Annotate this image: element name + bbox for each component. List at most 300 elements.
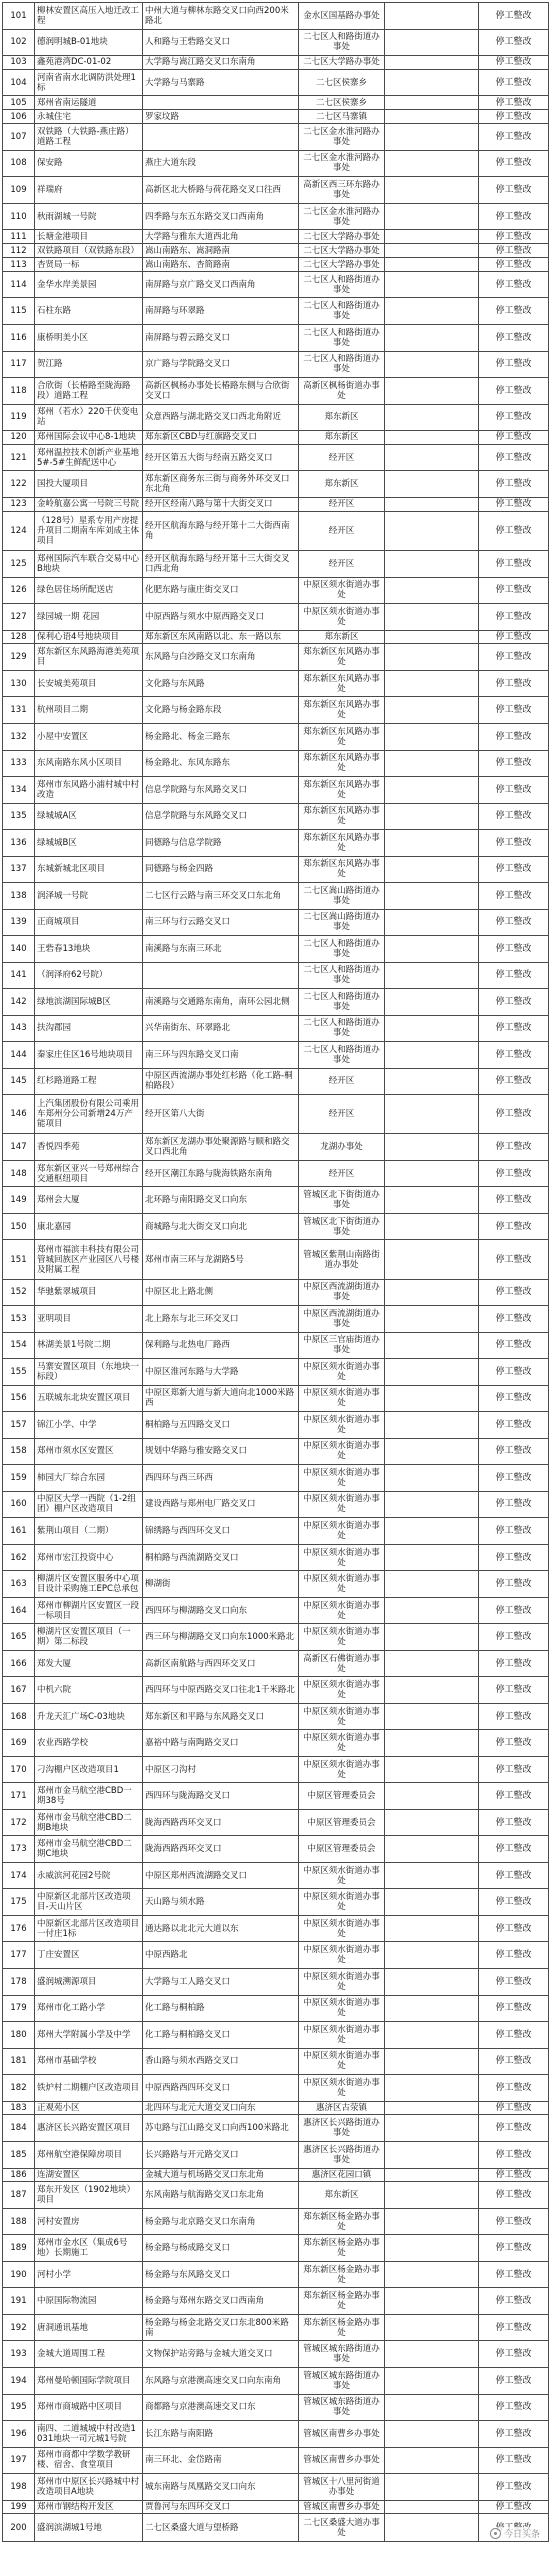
cell-location bbox=[143, 124, 299, 151]
watermark-text: 今日头条 bbox=[503, 2530, 540, 2540]
cell-status: 停工整改 bbox=[479, 777, 549, 804]
table-row bbox=[3, 2447, 549, 2474]
table-row bbox=[3, 1187, 549, 1214]
cell-location: 人和路与王砦路交叉口 bbox=[143, 29, 299, 56]
cell-location: 中原西路与须水中原西路交叉口 bbox=[143, 604, 299, 631]
cell-project-name: 绿园城一期 花园 bbox=[35, 604, 143, 631]
cell-district: 中原区须水街道办事处 bbox=[299, 1571, 385, 1598]
cell-district: 郑东新区杨金路办事处 bbox=[299, 2288, 385, 2315]
table-row bbox=[3, 1862, 549, 1889]
cell-location: 中原区郑新大道与新大道向北1000米路西 bbox=[143, 1385, 299, 1412]
cell-district: 二七区侯寨乡 bbox=[299, 96, 385, 110]
cell-street-office bbox=[385, 203, 479, 230]
cell-district: 惠济区长兴路街道办事处 bbox=[299, 2115, 385, 2142]
cell-street-office bbox=[385, 962, 479, 989]
cell-district: 中原区须水街道办事处 bbox=[299, 1730, 385, 1757]
cell-status: 停工整改 bbox=[479, 2141, 549, 2168]
cell-location: 贾鲁河与东四环交叉口 bbox=[143, 2500, 299, 2514]
cell-project-name: 扶沟郡园 bbox=[35, 1015, 143, 1042]
cell-no: 192 bbox=[3, 2314, 35, 2341]
cell-project-name: 郑州市金马航空港CBD一期38号 bbox=[35, 1783, 143, 1810]
cell-street-office bbox=[385, 1279, 479, 1306]
cell-project-name: 郑州市中原区长兴路城中村改造项目A地块 bbox=[35, 2474, 143, 2501]
cell-district: 中原区须水街道办事处 bbox=[299, 1677, 385, 1704]
cell-status: 停工整改 bbox=[479, 1862, 549, 1889]
cell-district: 中原区须水街道办事处 bbox=[299, 604, 385, 631]
cell-district: 二七区人和路街道办事处 bbox=[299, 324, 385, 351]
cell-location: 杨金路与东风路交叉口 bbox=[143, 2261, 299, 2288]
cell-status: 停工整改 bbox=[479, 856, 549, 883]
cell-no: 186 bbox=[3, 2168, 35, 2182]
cell-status: 停工整改 bbox=[479, 3, 549, 30]
cell-location: 大学路与马寨路 bbox=[143, 69, 299, 96]
table-row bbox=[3, 1969, 549, 1996]
cell-status: 停工整改 bbox=[479, 1359, 549, 1386]
cell-project-name: 贺江路 bbox=[35, 351, 143, 378]
cell-location: 郑东新区东风南路以北、东一路以东 bbox=[143, 630, 299, 644]
cell-project-name: 柳湖片区安置区服务中心项目设计采购施工EPC总承包 bbox=[35, 1571, 143, 1598]
cell-street-office bbox=[385, 1677, 479, 1704]
cell-district: 中原区管理委员会 bbox=[299, 1809, 385, 1836]
cell-no: 156 bbox=[3, 1385, 35, 1412]
cell-district: 郑东新区东风路办事处 bbox=[299, 777, 385, 804]
cell-project-name: 郑州大学附属小学及中学 bbox=[35, 2022, 143, 2049]
cell-street-office bbox=[385, 2141, 479, 2168]
cell-project-name: 秋雨湖城一号院 bbox=[35, 203, 143, 230]
cell-no: 196 bbox=[3, 2421, 35, 2448]
table-row bbox=[3, 351, 549, 378]
cell-street-office bbox=[385, 1438, 479, 1465]
cell-street-office bbox=[385, 2168, 479, 2182]
cell-location: 嵩山南路东、嵩洞路南 bbox=[143, 244, 299, 258]
cell-district: 经开区 bbox=[299, 551, 385, 578]
cell-no: 116 bbox=[3, 324, 35, 351]
cell-street-office bbox=[385, 69, 479, 96]
cell-project-name: 郑州航空港保障房项目 bbox=[35, 2141, 143, 2168]
cell-district: 郑东新区 bbox=[299, 431, 385, 445]
cell-street-office bbox=[385, 1730, 479, 1757]
table-row bbox=[3, 1518, 549, 1545]
cell-no: 195 bbox=[3, 2394, 35, 2421]
cell-no: 147 bbox=[3, 1134, 35, 1161]
table-row bbox=[3, 1491, 549, 1518]
cell-status: 停工整改 bbox=[479, 1042, 549, 1069]
cell-no: 200 bbox=[3, 2514, 35, 2542]
cell-location: 长江东路与南阳路 bbox=[143, 2421, 299, 2448]
cell-street-office bbox=[385, 56, 479, 70]
cell-status: 停工整改 bbox=[479, 1134, 549, 1161]
cell-location: 南三环与行云路交叉口 bbox=[143, 909, 299, 936]
cell-no: 193 bbox=[3, 2341, 35, 2368]
cell-street-office bbox=[385, 351, 479, 378]
cell-location: 嘉裕中路与南陶路交叉口 bbox=[143, 1730, 299, 1757]
cell-no: 160 bbox=[3, 1491, 35, 1518]
cell-location: 中原区西流湖办事处红杉路（化工路-桐柏路段） bbox=[143, 1068, 299, 1095]
table-row bbox=[3, 2314, 549, 2341]
cell-street-office bbox=[385, 2208, 479, 2235]
cell-no: 145 bbox=[3, 1068, 35, 1095]
cell-district: 管城区城东路街道办事处 bbox=[299, 2368, 385, 2395]
cell-district: 二七区侯寨乡 bbox=[299, 69, 385, 96]
table-row bbox=[3, 2421, 549, 2448]
cell-location: 京广路与学院路交叉口 bbox=[143, 351, 299, 378]
cell-district: 中原区须水街道办事处 bbox=[299, 1544, 385, 1571]
cell-district: 经开区 bbox=[299, 511, 385, 550]
cell-project-name: 祥瑞府 bbox=[35, 177, 143, 204]
cell-no: 178 bbox=[3, 1969, 35, 1996]
cell-project-name: 康桥明美小区 bbox=[35, 324, 143, 351]
cell-street-office bbox=[385, 2341, 479, 2368]
cell-location: 桐柏路与五四路交叉口 bbox=[143, 1412, 299, 1439]
cell-status: 停工整改 bbox=[479, 124, 549, 151]
cell-project-name: 秦家庄住区16号地块项目 bbox=[35, 1042, 143, 1069]
table-row bbox=[3, 3, 549, 30]
cell-status: 停工整改 bbox=[479, 2048, 549, 2075]
watermark bbox=[488, 2527, 542, 2540]
cell-street-office bbox=[385, 1306, 479, 1333]
cell-location: 化肥东路与康庄街交叉口 bbox=[143, 577, 299, 604]
table-row bbox=[3, 1703, 549, 1730]
cell-street-office bbox=[385, 1187, 479, 1214]
cell-no: 126 bbox=[3, 577, 35, 604]
table-row bbox=[3, 203, 549, 230]
cell-project-name: （128号）星系专用产房提升项目二期南车库刘成主体项目 bbox=[35, 511, 143, 550]
cell-street-office bbox=[385, 2182, 479, 2209]
cell-status: 停工整改 bbox=[479, 1969, 549, 1996]
cell-no: 144 bbox=[3, 1042, 35, 1069]
table-row bbox=[3, 378, 549, 405]
cell-location: 信息学院路与东风路交叉口 bbox=[143, 803, 299, 830]
cell-status: 停工整改 bbox=[479, 1068, 549, 1095]
cell-no: 113 bbox=[3, 258, 35, 272]
cell-no: 159 bbox=[3, 1465, 35, 1492]
cell-project-name: 绿城城B区 bbox=[35, 830, 143, 857]
cell-status: 停工整改 bbox=[479, 1730, 549, 1757]
cell-status: 停工整改 bbox=[479, 1015, 549, 1042]
cell-location: 经开区航海东路与经开第十三大街交叉口西北角 bbox=[143, 551, 299, 578]
cell-status: 停工整改 bbox=[479, 830, 549, 857]
cell-street-office bbox=[385, 883, 479, 910]
cell-project-name: 升龙天汇广场C-03地块 bbox=[35, 1703, 143, 1730]
table-row bbox=[3, 750, 549, 777]
cell-project-name: （润泽府62号院） bbox=[35, 962, 143, 989]
cell-location: 南屏路与环翠路 bbox=[143, 298, 299, 325]
cell-no: 132 bbox=[3, 724, 35, 751]
cell-location: 杨金路北、杨金三路东 bbox=[143, 724, 299, 751]
cell-no: 194 bbox=[3, 2368, 35, 2395]
cell-project-name: 郑州市商城路中区项目 bbox=[35, 2394, 143, 2421]
cell-status: 停工整改 bbox=[479, 431, 549, 445]
cell-no: 123 bbox=[3, 497, 35, 511]
cell-project-name: 铁炉村二期棚户区改造项目 bbox=[35, 2075, 143, 2102]
cell-location: 大学路与工人路交叉口 bbox=[143, 1969, 299, 1996]
cell-district: 中原区须水街道办事处 bbox=[299, 1359, 385, 1386]
cell-location: 罗家坟路 bbox=[143, 110, 299, 124]
cell-no: 106 bbox=[3, 110, 35, 124]
cell-no: 148 bbox=[3, 1160, 35, 1187]
cell-street-office bbox=[385, 1915, 479, 1942]
cell-status: 停工整改 bbox=[479, 1624, 549, 1651]
cell-project-name: 郑州市金水区（集成6号地）长期施工 bbox=[35, 2235, 143, 2262]
cell-status: 停工整改 bbox=[479, 2101, 549, 2115]
cell-location: 陇海西路西环交叉口 bbox=[143, 1809, 299, 1836]
cell-street-office bbox=[385, 856, 479, 883]
cell-street-office bbox=[385, 1969, 479, 1996]
table-row bbox=[3, 1306, 549, 1333]
cell-location: 四季路与东五东路交叉口西南角 bbox=[143, 203, 299, 230]
cell-street-office bbox=[385, 777, 479, 804]
cell-project-name: 紫荆山项目（二期） bbox=[35, 1518, 143, 1545]
cell-project-name: 绿城城A区 bbox=[35, 803, 143, 830]
cell-project-name: 郑州市钢结构开发区 bbox=[35, 2500, 143, 2514]
cell-status: 停工整改 bbox=[479, 989, 549, 1016]
cell-project-name: 永威滨河花园2号院 bbox=[35, 1862, 143, 1889]
cell-street-office bbox=[385, 150, 479, 177]
cell-street-office bbox=[385, 1597, 479, 1624]
cell-district: 二七区人和路街道办事处 bbox=[299, 936, 385, 963]
table-row bbox=[3, 2368, 549, 2395]
cell-district: 二七区大学路办事处 bbox=[299, 56, 385, 70]
cell-status: 停工整改 bbox=[479, 2314, 549, 2341]
cell-district: 管城区北下街街道办事处 bbox=[299, 1213, 385, 1240]
cell-street-office bbox=[385, 96, 479, 110]
cell-status: 停工整改 bbox=[479, 1491, 549, 1518]
cell-location: 陇海西路西环交叉口 bbox=[143, 1836, 299, 1863]
cell-district: 中原区西流湖街道办事处 bbox=[299, 1306, 385, 1333]
cell-project-name: 郑州省南运隧道 bbox=[35, 96, 143, 110]
cell-district: 郑东新区杨金路办事处 bbox=[299, 2261, 385, 2288]
table-row bbox=[3, 2075, 549, 2102]
cell-no: 164 bbox=[3, 1597, 35, 1624]
cell-district: 中原区须水街道办事处 bbox=[299, 1438, 385, 1465]
cell-project-name: 郑州国际会议中心8-1地块 bbox=[35, 431, 143, 445]
cell-street-office bbox=[385, 511, 479, 550]
cell-status: 停工整改 bbox=[479, 2447, 549, 2474]
cell-district: 郑东新区东风路办事处 bbox=[299, 644, 385, 671]
table-row bbox=[3, 1677, 549, 1704]
cell-project-name: 惠济区长兴路安置区项目 bbox=[35, 2115, 143, 2142]
table-row bbox=[3, 1915, 549, 1942]
cell-no: 118 bbox=[3, 378, 35, 405]
table-row bbox=[3, 1942, 549, 1969]
cell-street-office bbox=[385, 1465, 479, 1492]
cell-project-name: 郑州市柳湖片区安置区一段一标项目 bbox=[35, 1597, 143, 1624]
table-row bbox=[3, 1571, 549, 1598]
cell-status: 停工整改 bbox=[479, 2288, 549, 2315]
cell-district: 中原区须水街道办事处 bbox=[299, 1889, 385, 1916]
cell-project-name: 连湖安置区 bbox=[35, 2168, 143, 2182]
cell-location: 大学路与嵩江路交叉口东南角 bbox=[143, 56, 299, 70]
cell-project-name: 德润明城B-01地块 bbox=[35, 29, 143, 56]
cell-status: 停工整改 bbox=[479, 1995, 549, 2022]
cell-location: 西四环与西三环西 bbox=[143, 1465, 299, 1492]
cell-no: 108 bbox=[3, 150, 35, 177]
cell-project-name: 润泽城一号院 bbox=[35, 883, 143, 910]
cell-no: 177 bbox=[3, 1942, 35, 1969]
cell-location bbox=[143, 96, 299, 110]
cell-district: 中原区须水街道办事处 bbox=[299, 1385, 385, 1412]
cell-district: 二七区人和路街道办事处 bbox=[299, 1015, 385, 1042]
cell-status: 停工整改 bbox=[479, 1438, 549, 1465]
cell-district: 中原区须水街道办事处 bbox=[299, 1756, 385, 1783]
cell-project-name: 马寨安置区项目（东地块一标段） bbox=[35, 1359, 143, 1386]
cell-location: 锦绣路与西四环交叉口 bbox=[143, 1518, 299, 1545]
cell-status: 停工整改 bbox=[479, 1650, 549, 1677]
cell-no: 180 bbox=[3, 2022, 35, 2049]
cell-location: 兴华南街东、环翠路北 bbox=[143, 1015, 299, 1042]
cell-location: 西四环与陇海路交叉口 bbox=[143, 1783, 299, 1810]
cell-project-name: 长塘金港项目 bbox=[35, 230, 143, 244]
cell-district: 郑东新区杨金路办事处 bbox=[299, 2208, 385, 2235]
cell-project-name: 郑州市商都中学数学教研楼、宿舍、食堂项目 bbox=[35, 2447, 143, 2474]
cell-status: 停工整改 bbox=[479, 644, 549, 671]
cell-district: 郑东新区 bbox=[299, 2182, 385, 2209]
cell-district: 二七区人和路街道办事处 bbox=[299, 298, 385, 325]
cell-project-name: 杏贤局一标 bbox=[35, 258, 143, 272]
cell-district: 经开区 bbox=[299, 1068, 385, 1095]
table-row bbox=[3, 670, 549, 697]
cell-status: 停工整改 bbox=[479, 378, 549, 405]
cell-district: 管城区城东路街道办事处 bbox=[299, 2394, 385, 2421]
table-row bbox=[3, 830, 549, 857]
cell-location: 天山路与须水路 bbox=[143, 1889, 299, 1916]
cell-no: 115 bbox=[3, 298, 35, 325]
cell-project-name: 小屋中安置区 bbox=[35, 724, 143, 751]
cell-status: 停工整改 bbox=[479, 1332, 549, 1359]
cell-street-office bbox=[385, 1412, 479, 1439]
cell-location: 嵩山南路东、杏简路南 bbox=[143, 258, 299, 272]
cell-district: 二七区金水淮河路办事处 bbox=[299, 203, 385, 230]
cell-project-name: 华驰紫翠城项目 bbox=[35, 1279, 143, 1306]
cell-street-office bbox=[385, 750, 479, 777]
cell-street-office bbox=[385, 1491, 479, 1518]
cell-no: 168 bbox=[3, 1703, 35, 1730]
cell-no: 153 bbox=[3, 1306, 35, 1333]
cell-status: 停工整改 bbox=[479, 511, 549, 550]
cell-status: 停工整改 bbox=[479, 271, 549, 298]
cell-district: 郑东新区东风路办事处 bbox=[299, 724, 385, 751]
cell-project-name: 河村小学 bbox=[35, 2261, 143, 2288]
table-row bbox=[3, 883, 549, 910]
cell-district: 中原区须水街道办事处 bbox=[299, 1969, 385, 1996]
table-row bbox=[3, 96, 549, 110]
table-row bbox=[3, 803, 549, 830]
cell-no: 155 bbox=[3, 1359, 35, 1386]
table-row bbox=[3, 909, 549, 936]
cell-street-office bbox=[385, 3, 479, 30]
cell-project-name: 正观苑小区 bbox=[35, 2101, 143, 2115]
cell-status: 停工整改 bbox=[479, 96, 549, 110]
cell-street-office bbox=[385, 670, 479, 697]
cell-location: 杨金路与杨金北路交叉口东北800米路南 bbox=[143, 2314, 299, 2341]
cell-district: 二七区人和路街道办事处 bbox=[299, 29, 385, 56]
cell-no: 157 bbox=[3, 1412, 35, 1439]
cell-no: 197 bbox=[3, 2447, 35, 2474]
cell-no: 189 bbox=[3, 2235, 35, 2262]
cell-street-office bbox=[385, 2514, 479, 2542]
cell-project-name: 王砦春13地块 bbox=[35, 936, 143, 963]
cell-project-name: 盛润城溯源项目 bbox=[35, 1969, 143, 1996]
cell-status: 停工整改 bbox=[479, 2341, 549, 2368]
cell-project-name: 康北嘉园 bbox=[35, 1213, 143, 1240]
cell-project-name: 刁沟棚户区改造项目1 bbox=[35, 1756, 143, 1783]
cell-project-name: 东城新城北区项目 bbox=[35, 856, 143, 883]
table-row bbox=[3, 1042, 549, 1069]
table-row bbox=[3, 1809, 549, 1836]
table-row bbox=[3, 56, 549, 70]
cell-street-office bbox=[385, 909, 479, 936]
cell-status: 停工整改 bbox=[479, 69, 549, 96]
cell-project-name: 金华水岸美景园 bbox=[35, 271, 143, 298]
cell-location: 中原区刁沟村 bbox=[143, 1756, 299, 1783]
cell-district: 经开区 bbox=[299, 497, 385, 511]
table-row bbox=[3, 1836, 549, 1863]
table-row bbox=[3, 271, 549, 298]
cell-no: 181 bbox=[3, 2048, 35, 2075]
table-row bbox=[3, 1160, 549, 1187]
cell-street-office bbox=[385, 1703, 479, 1730]
cell-street-office bbox=[385, 1995, 479, 2022]
cell-no: 101 bbox=[3, 3, 35, 30]
cell-no: 140 bbox=[3, 936, 35, 963]
cell-location: 东风南路与航海路交叉口东北角 bbox=[143, 2182, 299, 2209]
table-row bbox=[3, 110, 549, 124]
cell-no: 166 bbox=[3, 1650, 35, 1677]
cell-project-name: 保安路 bbox=[35, 150, 143, 177]
cell-location: 经开区第五大街与经南五路交叉口 bbox=[143, 444, 299, 471]
cell-district: 金水区国基路办事处 bbox=[299, 3, 385, 30]
table-row bbox=[3, 431, 549, 445]
cell-location: 中原西路西四环交叉口 bbox=[143, 2075, 299, 2102]
cell-location: 化工路与桐柏路交叉口 bbox=[143, 2022, 299, 2049]
cell-location: 高新区南航路与西四环交叉口 bbox=[143, 1650, 299, 1677]
cell-no: 120 bbox=[3, 431, 35, 445]
cell-district: 郑东新区东风路办事处 bbox=[299, 750, 385, 777]
cell-street-office bbox=[385, 989, 479, 1016]
cell-district: 管城区紫荆山南路街道办事处 bbox=[299, 1240, 385, 1279]
cell-district: 惠济区花园口镇 bbox=[299, 2168, 385, 2182]
cell-location: 金城大道与机场路交叉口东北角 bbox=[143, 2168, 299, 2182]
cell-status: 停工整改 bbox=[479, 1385, 549, 1412]
cell-street-office bbox=[385, 2394, 479, 2421]
cell-no: 137 bbox=[3, 856, 35, 883]
cell-no: 133 bbox=[3, 750, 35, 777]
cell-district: 郑东新区东风路办事处 bbox=[299, 856, 385, 883]
table-row bbox=[3, 1359, 549, 1386]
cell-status: 停工整改 bbox=[479, 1412, 549, 1439]
table-row bbox=[3, 2235, 549, 2262]
table-row bbox=[3, 2022, 549, 2049]
cell-street-office bbox=[385, 2115, 479, 2142]
cell-street-office bbox=[385, 830, 479, 857]
cell-status: 停工整改 bbox=[479, 203, 549, 230]
cell-no: 129 bbox=[3, 644, 35, 671]
cell-location: 南屏路与京广路交叉口西南角 bbox=[143, 271, 299, 298]
cell-location: 经开区航海东路与经开第十二大街西南角 bbox=[143, 511, 299, 550]
cell-project-name: 郑州市东风路小浦村城中村改造 bbox=[35, 777, 143, 804]
cell-district: 管城区十八里河街道办事处 bbox=[299, 2474, 385, 2501]
cell-project-name: 绿色居住场所配送店 bbox=[35, 577, 143, 604]
cell-status: 停工整改 bbox=[479, 1703, 549, 1730]
cell-location: 杨金路北、东风东路东 bbox=[143, 750, 299, 777]
cell-project-name: 正商城项目 bbox=[35, 909, 143, 936]
cell-district: 郑东新区东风路办事处 bbox=[299, 830, 385, 857]
cell-status: 停工整改 bbox=[479, 258, 549, 272]
cell-location: 通达路以北北元大道以东 bbox=[143, 1915, 299, 1942]
watermark-logo-icon bbox=[490, 2528, 501, 2539]
cell-project-name: 长安城美苑项目 bbox=[35, 670, 143, 697]
cell-district: 中原区须水街道办事处 bbox=[299, 577, 385, 604]
